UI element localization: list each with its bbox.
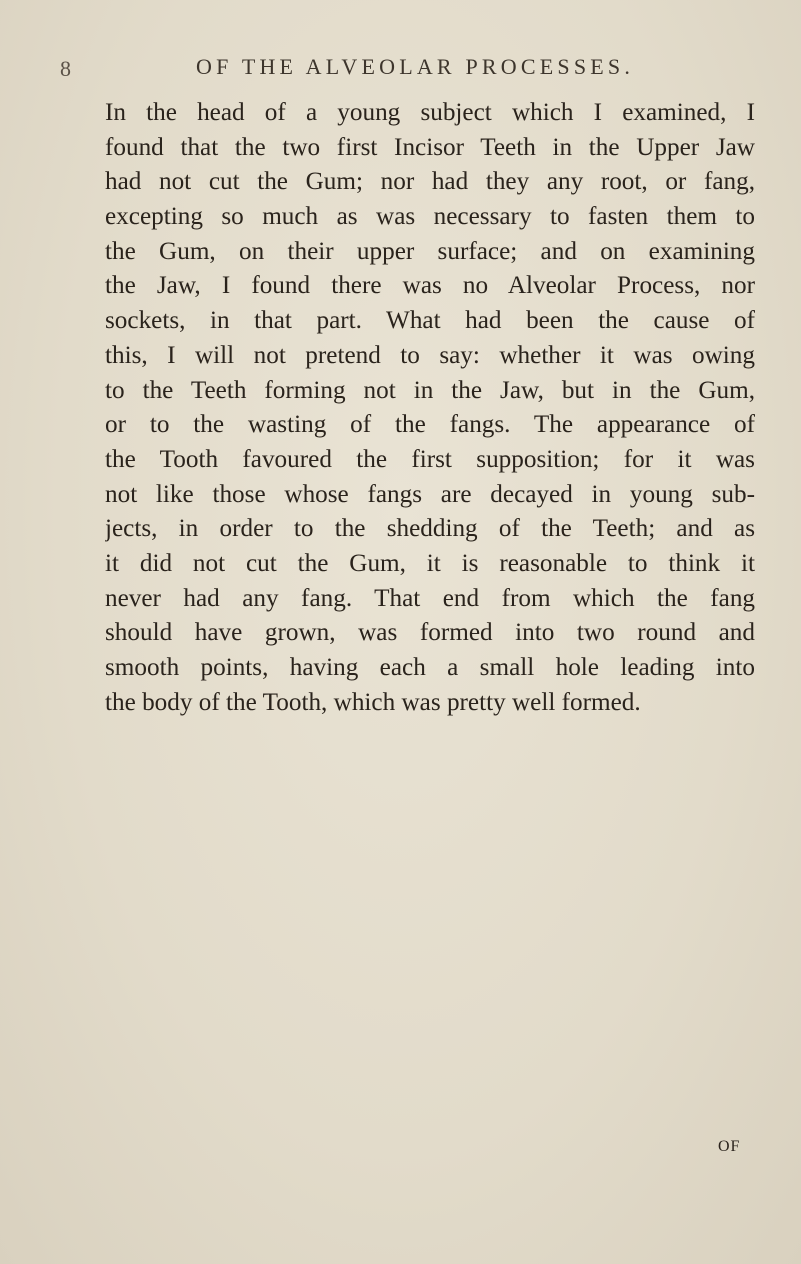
text-line: sockets, in that part. What had been the cause of	[105, 307, 755, 335]
running-head-title: OF THE ALVEOLAR PROCESSES.	[196, 54, 635, 79]
text-line: never had any fang. That end from which the fang	[105, 584, 755, 612]
text-line: the Tooth favoured the first supposition; for it was	[105, 445, 755, 473]
text-line: found that the two first Incisor Teeth in the Upper Jaw	[105, 133, 755, 161]
catchword: OF	[718, 1138, 741, 1155]
page-number: 8	[60, 56, 71, 81]
text-line: or to the wasting of the fangs. The appearance of	[105, 411, 755, 439]
text-line: to the Teeth forming not in the Jaw, but in the Gum,	[105, 376, 755, 404]
text-line: jects, in order to the shedding of the Teeth; and as	[105, 515, 755, 543]
running-head	[60, 50, 760, 84]
text-line: not like those whose fangs are decayed in young sub-	[105, 480, 755, 508]
text-line: excepting so much as was necessary to fasten them to	[105, 203, 755, 231]
text-line: smooth points, having each a small hole leading into	[105, 654, 755, 681]
text-line: the Gum, on their upper surface; and on examining	[105, 237, 755, 265]
text-line: the Jaw, I found there was no Alveolar Process, nor	[105, 272, 755, 300]
text-line: In the head of a young subject which I examined, I	[105, 99, 755, 126]
text-line: should have grown, was formed into two round and	[105, 619, 755, 647]
text-line: this, I will not pretend to say: whether it was owing	[105, 341, 755, 369]
text-line: it did not cut the Gum, it is reasonable to think it	[105, 549, 755, 577]
body-paragraph	[105, 96, 755, 720]
text-line: had not cut the Gum; nor had they any root, or fang,	[105, 168, 755, 196]
text-line: the body of the Tooth, which was pretty well formed.	[105, 688, 641, 716]
